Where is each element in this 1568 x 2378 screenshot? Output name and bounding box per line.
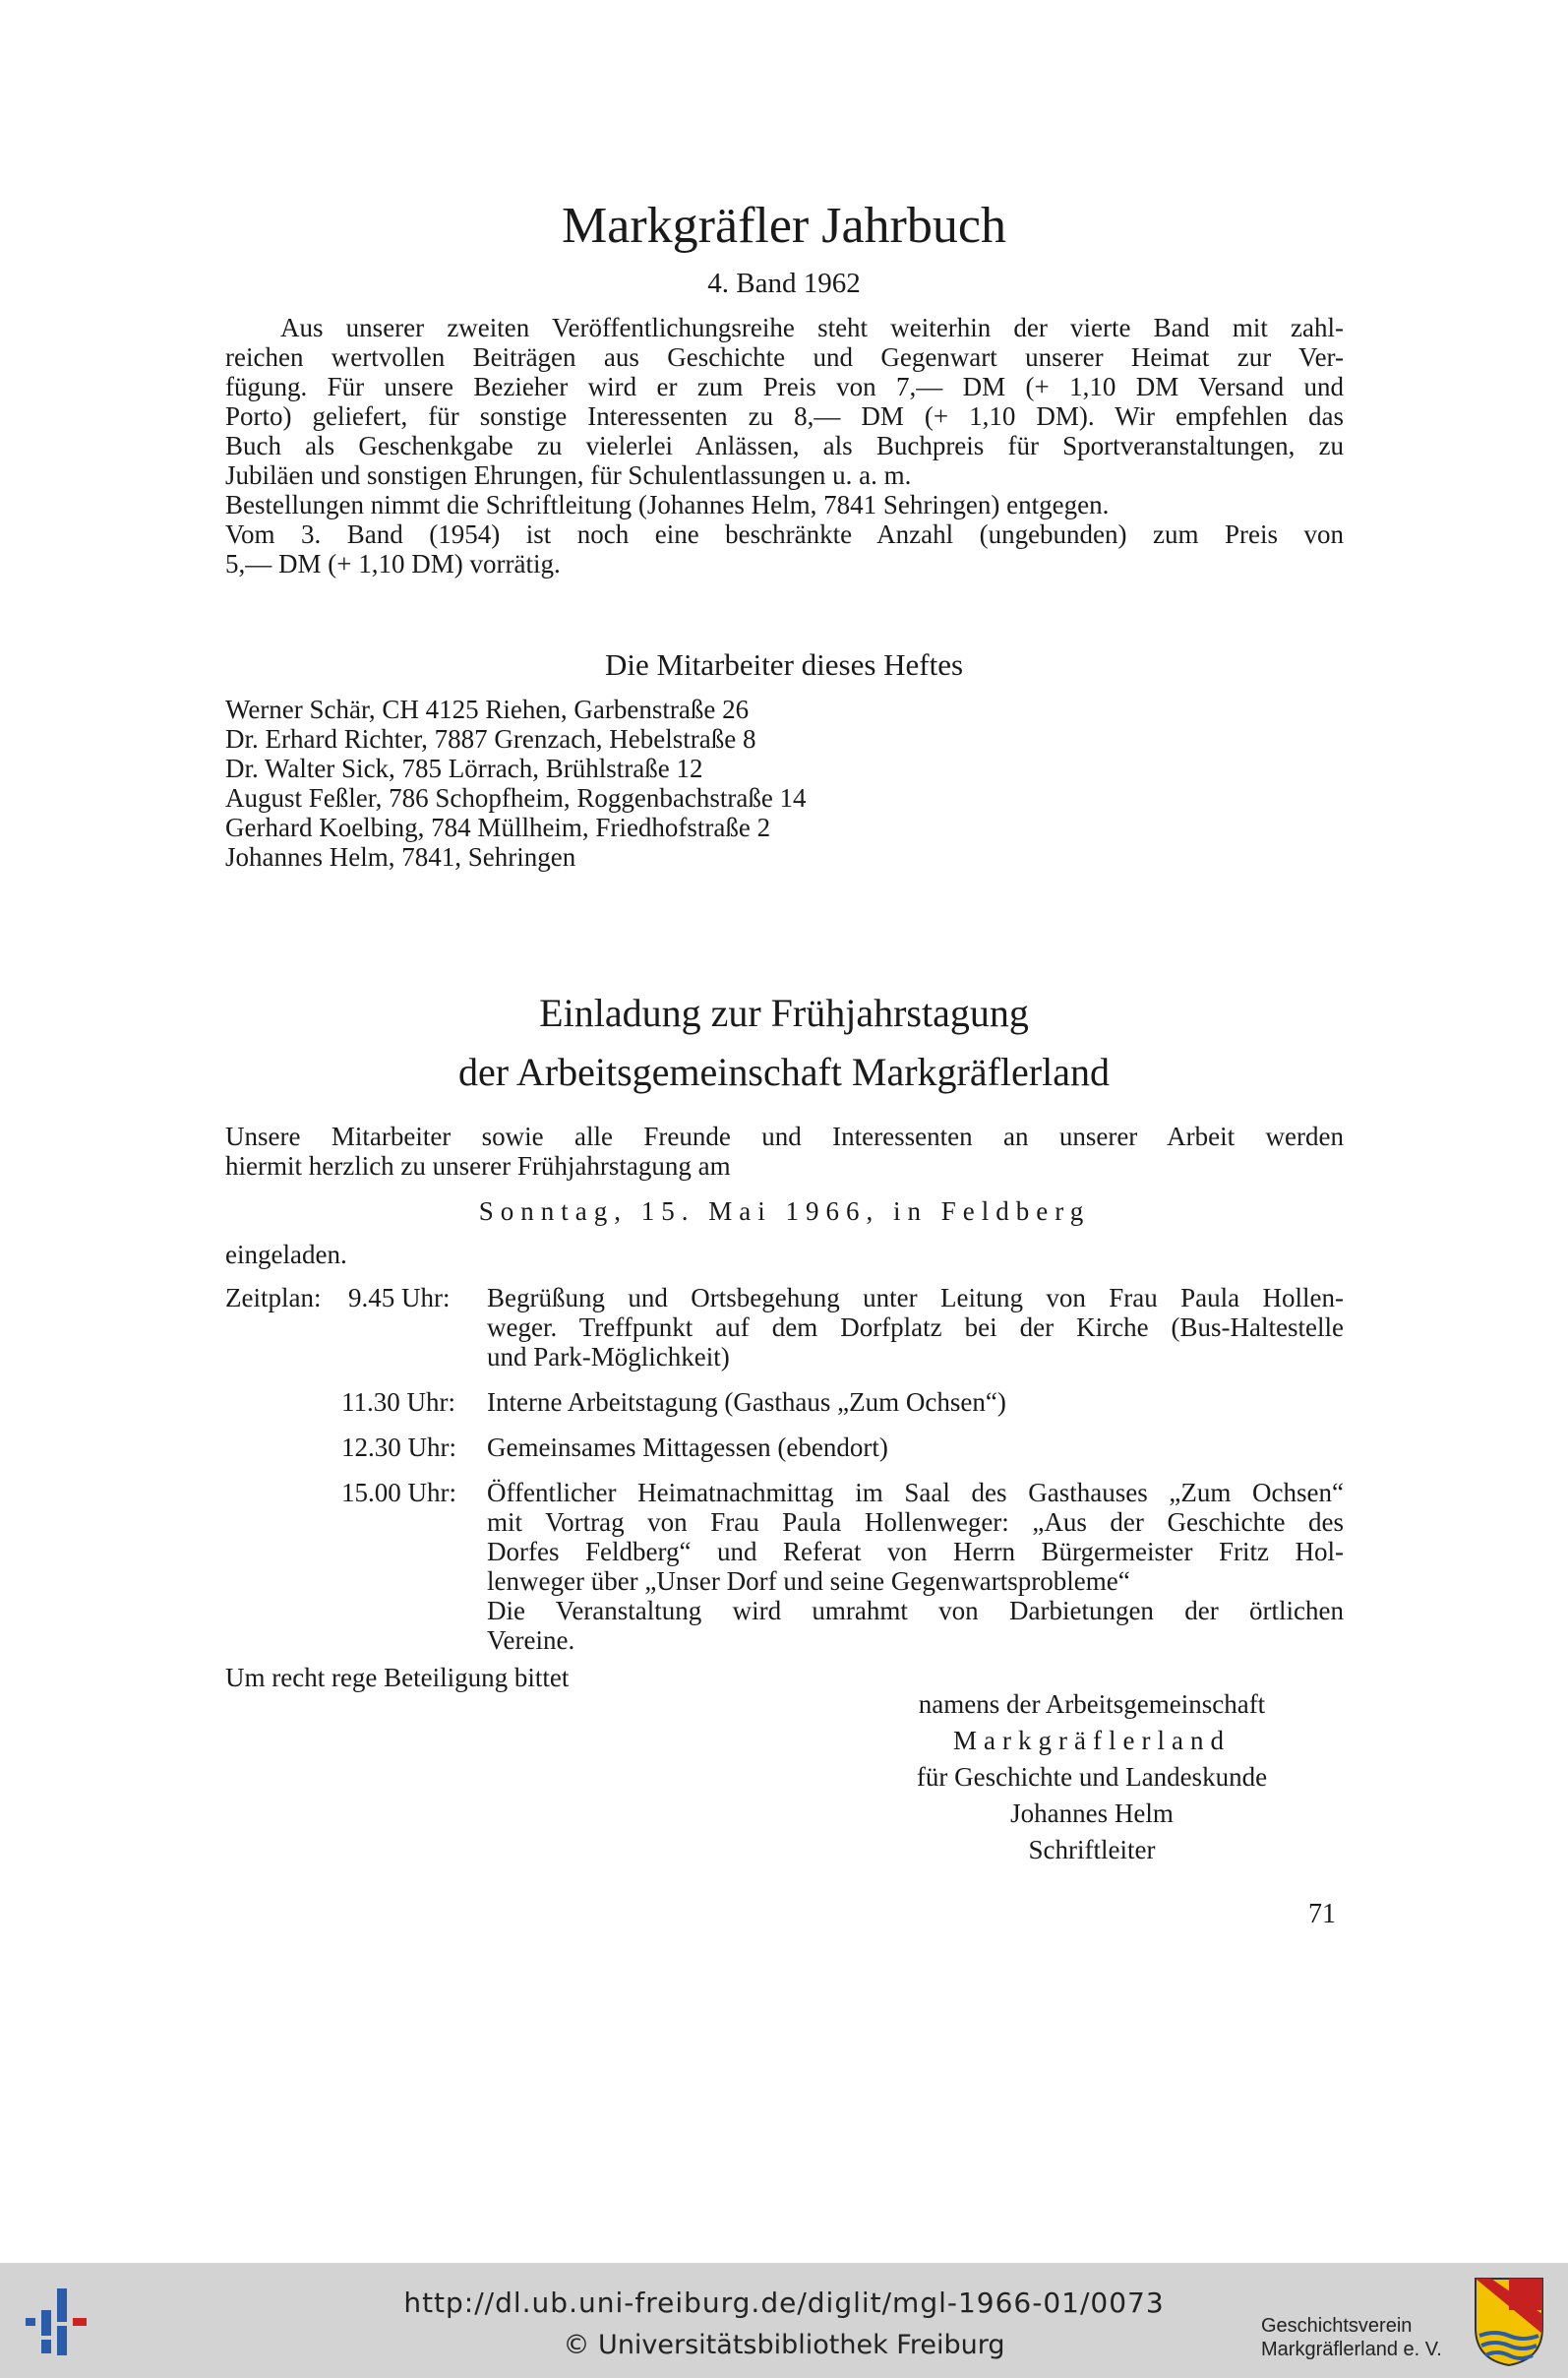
journal-title: Markgräfler Jahrbuch	[562, 198, 1006, 254]
text-line: Aus unserer zweiten Veröffentlichungsreihe steht weiterhin der vierte Band mit zahl-	[280, 313, 1344, 342]
signature-line: Johannes Helm	[1010, 1799, 1174, 1828]
list-item: August Feßler, 786 Schopfheim, Roggenbachstraße 14	[225, 783, 807, 813]
schedule-text	[487, 1283, 1344, 1372]
page-number: 71	[1308, 1899, 1336, 1929]
text-line: Dorfes Feldberg“ und Referat von Herrn Bürgermeister Fritz Hol-	[487, 1537, 1344, 1566]
schedule-time: 11.30 Uhr:	[341, 1387, 455, 1417]
schedule-text	[487, 1387, 1344, 1417]
text-line: Die Veranstaltung wird umrahmt von Darbietungen der örtlichen	[487, 1596, 1344, 1625]
text-line: Öffentlicher Heimatnachmittag im Saal des Gasthauses „Zum Ochsen“	[487, 1478, 1344, 1507]
schedule-label: Zeitplan:	[225, 1283, 322, 1312]
text-line: 5,— DM (+ 1,10 DM) vorrätig.	[225, 549, 561, 579]
invitation-title	[0, 984, 1568, 1102]
text-line: hiermit herzlich zu unserer Frühjahrstagung am	[225, 1151, 731, 1181]
contributors-list	[225, 695, 1344, 872]
text-line: Vereine.	[487, 1625, 575, 1655]
text-line: mit Vortrag von Frau Paula Hollenweger: „Aus der Geschichte des	[487, 1507, 1344, 1537]
event-date: Sonntag, 15. Mai 1966, in Feldberg	[478, 1196, 1091, 1226]
text-line: Bestellungen nimmt die Schriftleitung (Johannes Helm, 7841 Sehringen) entgegen.	[225, 490, 1110, 519]
copyright-text: © Universitätsbibliothek Freiburg	[563, 2330, 1005, 2360]
coat-of-arms-icon	[1472, 2275, 1546, 2369]
text-line: Jubiläen und sonstigen Ehrungen, für Schulentlassungen u. a. m.	[225, 460, 912, 490]
text-line: Porto) geliefert, für sonstige Interessenten zu 8,— DM (+ 1,10 DM). Wir empfehlen das	[225, 401, 1344, 431]
source-url-link[interactable]: http://dl.ub.uni-freiburg.de/diglit/mgl-1966-01/0073	[403, 2287, 1165, 2319]
signature-line: Schriftleiter	[1028, 1835, 1156, 1864]
invitation-title-line: Einladung zur Frühjahrstagung	[539, 991, 1029, 1035]
signature-block	[866, 1686, 1318, 1868]
signature-line: namens der Arbeitsgemeinschaft	[918, 1689, 1266, 1719]
closing-text: Um recht rege Beteiligung bittet	[225, 1663, 570, 1692]
schedule-time: 12.30 Uhr:	[341, 1433, 456, 1462]
list-item: Werner Schär, CH 4125 Riehen, Garbenstraße 26	[225, 695, 750, 724]
schedule-row	[225, 1387, 1344, 1417]
invitation-title-line: der Arbeitsgemeinschaft Markgräflerland	[458, 1050, 1110, 1094]
text-line: Begrüßung und Ortsbegehung unter Leitung von Frau Paula Hollen-	[487, 1283, 1344, 1312]
text-line: Vom 3. Band (1954) ist noch eine beschränkte Anzahl (ungebunden) zum Preis von	[225, 519, 1344, 549]
text-line: fügung. Für unsere Bezieher wird er zum Preis von 7,— DM (+ 1,10 DM Versand und	[225, 372, 1344, 401]
list-item: Johannes Helm, 7841, Sehringen	[225, 842, 576, 872]
text-line: reichen wertvollen Beiträgen aus Geschichte und Gegenwart unserer Heimat zur Ver-	[225, 342, 1344, 372]
text-line: Interne Arbeitstagung (Gasthaus „Zum Ochsen“)	[487, 1387, 1006, 1417]
text-line: weger. Treffpunkt auf dem Dorfplatz bei der Kirche (Bus-Haltestelle	[487, 1312, 1344, 1342]
invitation-intro	[225, 1122, 1344, 1181]
list-item: Dr. Walter Sick, 785 Lörrach, Brühlstraße 12	[225, 754, 703, 783]
schedule	[225, 1283, 1344, 1671]
schedule-row	[225, 1283, 1344, 1372]
schedule-text	[487, 1433, 1344, 1462]
schedule-text	[487, 1478, 1344, 1655]
verein-name	[1261, 2314, 1442, 2361]
verein-line: Markgräflerland e. V.	[1261, 2339, 1442, 2360]
contributors-heading: Die Mitarbeiter dieses Heftes	[604, 647, 964, 682]
schedule-time: 15.00 Uhr:	[341, 1478, 456, 1507]
list-item: Gerhard Koelbing, 784 Müllheim, Friedhofstraße 2	[225, 813, 771, 842]
text-line: Unsere Mitarbeiter sowie alle Freunde und Interessenten an unserer Arbeit werden	[225, 1122, 1344, 1151]
footer-bar	[0, 2263, 1568, 2378]
schedule-row	[225, 1478, 1344, 1655]
signature-line: Markgräflerland	[953, 1726, 1231, 1755]
signature-line: für Geschichte und Landeskunde	[916, 1762, 1268, 1792]
jahrbuch-paragraph	[225, 313, 1344, 579]
text-line: Gemeinsames Mittagessen (ebendort)	[487, 1433, 888, 1462]
schedule-time: 9.45 Uhr:	[348, 1283, 451, 1312]
text-line: lenweger über „Unser Dorf und seine Gegenwartsprobleme“	[487, 1566, 1130, 1596]
schedule-row	[225, 1433, 1344, 1462]
list-item: Dr. Erhard Richter, 7887 Grenzach, Hebelstraße 8	[225, 724, 756, 754]
volume-subtitle: 4. Band 1962	[707, 268, 861, 299]
text-line: Buch als Geschenkgabe zu vielerlei Anlässen, als Buchpreis für Sportveranstaltungen, zu	[225, 431, 1344, 460]
verein-line: Geschichtsverein	[1261, 2315, 1413, 2337]
invited-text: eingeladen.	[225, 1240, 347, 1269]
text-line: und Park-Möglichkeit)	[487, 1342, 730, 1372]
